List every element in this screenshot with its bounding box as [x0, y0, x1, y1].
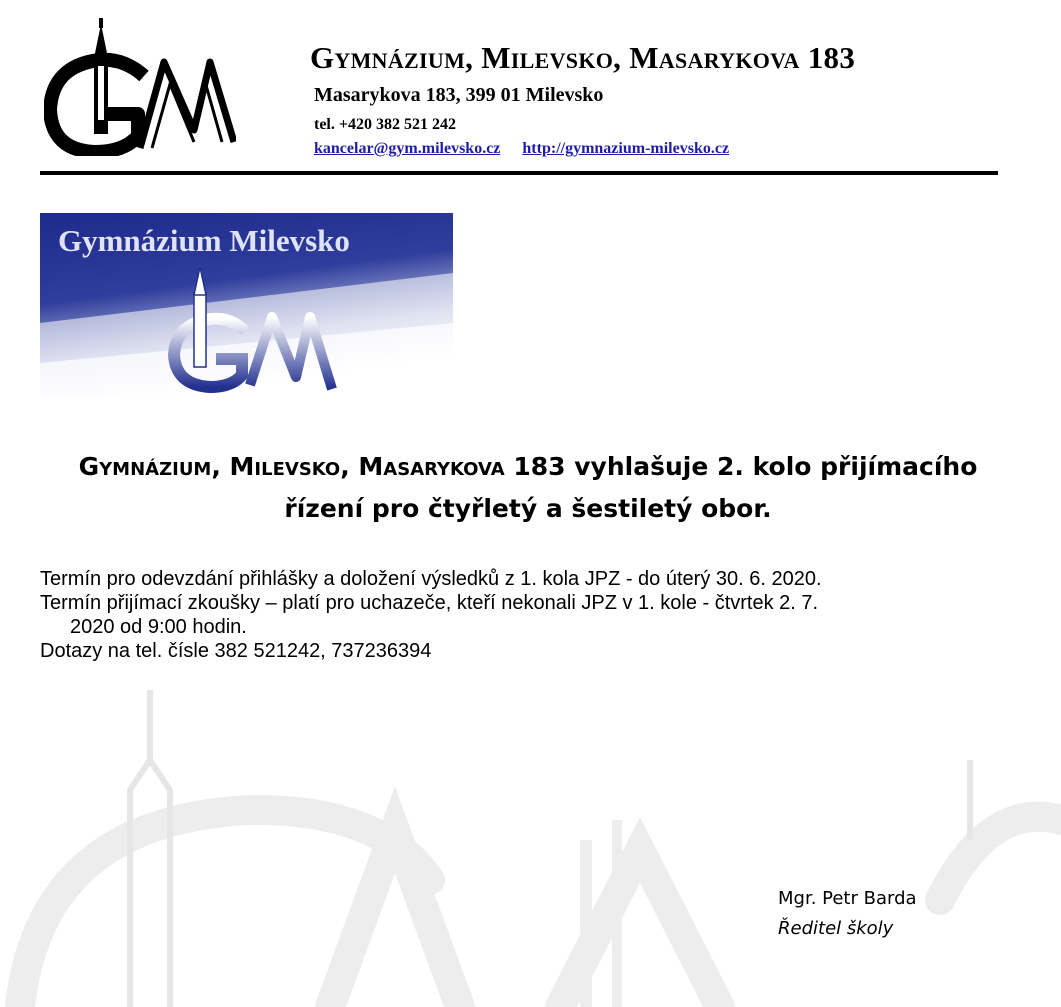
details-line-exam-cont: 2020 od 9:00 hodin. — [70, 616, 247, 638]
email-link[interactable]: kancelar@gym.milevsko.cz — [314, 140, 501, 157]
banner-title: Gymnázium Milevsko — [58, 223, 350, 258]
contact-links — [314, 140, 729, 158]
gm-logo — [44, 18, 236, 156]
announcement-text: 183 vyhlašuje 2. kolo přijímacího řízení pro čtyřletý a šestiletý obor. — [284, 452, 978, 523]
signature-block — [778, 884, 917, 944]
announcement-heading — [40, 446, 1016, 530]
school-banner — [40, 213, 453, 399]
school-phone: tel. +420 382 521 242 — [314, 116, 456, 133]
announcement-school-name: Gymnázium, Milevsko, Masarykova — [78, 452, 505, 481]
school-name: Gymnázium, Milevsko, Masarykova 183 — [310, 40, 856, 75]
signature-role: Ředitel školy — [778, 918, 894, 939]
admission-details — [40, 567, 1000, 663]
school-address: Masarykova 183, 399 01 Milevsko — [314, 84, 604, 106]
details-line-exam: Termín přijímací zkoušky – platí pro uchazeče, kteří nekonali JPZ v 1. kole - čtvrtek 2. 7. — [40, 592, 819, 614]
website-link[interactable]: http://gymnazium-milevsko.cz — [522, 140, 730, 157]
details-line-deadline: Termín pro odevzdání přihlášky a doložení výsledků z 1. kola JPZ - do úterý 30. 6. 2020. — [40, 568, 822, 590]
header-divider — [40, 171, 998, 175]
details-line-contact: Dotazy na tel. čísle 382 521242, 737236394 — [40, 640, 432, 662]
signature-name: Mgr. Petr Barda — [778, 888, 917, 909]
